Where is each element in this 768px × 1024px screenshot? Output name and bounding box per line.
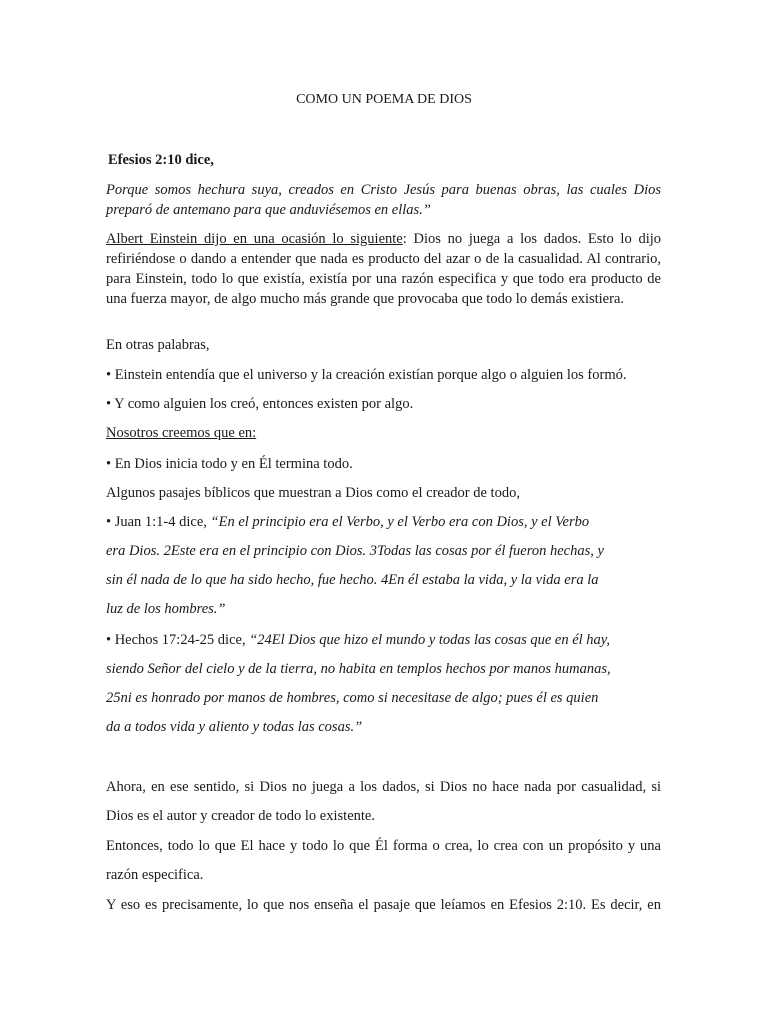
page-title: COMO UN POEMA DE DIOS <box>296 92 472 107</box>
juan-lead: • Juan 1:1-4 dice, <box>106 514 211 530</box>
ahora-line-2: Dios es el autor y creador de todo lo existente. <box>106 808 375 824</box>
bullet-einstein: • Einstein entendía que el universo y la creación existían porque algo o alguien los formó. <box>106 367 627 383</box>
scripture-heading: Efesios 2:10 dice, <box>108 152 214 168</box>
entonces-line-1: Entonces, todo lo que El hace y todo lo que Él forma o crea, lo crea con un propósito y una <box>106 838 661 854</box>
juan-line-2: era Dios. 2Este era en el principio con Dios. 3Todas las cosas por él fueron hechas, y <box>106 543 604 559</box>
hechos-lead: • Hechos 17:24-25 dice, <box>106 632 250 648</box>
einstein-paragraph <box>106 229 661 309</box>
hechos-line-2: siendo Señor del cielo y de la tierra, no habita en templos hechos por manos humanas, <box>106 661 611 677</box>
bullet-dios: • En Dios inicia todo y en Él termina todo. <box>106 456 353 472</box>
hechos-line-4: da a todos vida y aliento y todas las cosas.” <box>106 719 363 735</box>
juan-line-4: luz de los hombres.” <box>106 601 226 617</box>
hechos-line-3: 25ni es honrado por manos de hombres, como si necesitase de algo; pues él es quien <box>106 690 599 706</box>
creemos-heading: Nosotros creemos que en: <box>106 425 257 441</box>
en-otras-palabras: En otras palabras, <box>106 337 210 353</box>
hechos-quote-1: “24El Dios que hizo el mundo y todas las cosas que en él hay, <box>249 632 611 648</box>
pasajes-intro: Algunos pasajes bíblicos que muestran a Dios como el creador de todo, <box>106 485 520 501</box>
y-eso-line: Y eso es precisamente, lo que nos enseña el pasaje que leíamos en Efesios 2:10. Es decir, en <box>106 897 661 913</box>
hechos-line-1 <box>106 632 661 649</box>
bullet-alguien: • Y como alguien los creó, entonces existen por algo. <box>106 396 414 412</box>
einstein-lead: Albert Einstein dijo en una ocasión lo siguiente <box>106 231 403 247</box>
ahora-line-1: Ahora, en ese sentido, si Dios no juega a los dados, si Dios no hace nada por casualidad, si <box>106 779 661 795</box>
juan-line-1 <box>106 514 661 531</box>
einstein-colon: : <box>402 231 407 247</box>
einstein-text: Dios no juega a los dados. Esto lo dijo refiriéndose o dando a entender que nada es producto del azar o de la casualidad. Al contrario, para Einstein, todo lo que existía, existía por una razón especifica y que todo era producto de una fuerza mayor, de algo mucho más grande que provocaba que todo lo demás existiera. <box>106 231 661 307</box>
juan-quote-1: “En el principio era el Verbo, y el Verbo era con Dios, y el Verbo <box>210 514 590 530</box>
entonces-line-2: razón especifica. <box>106 867 204 883</box>
juan-line-3: sin él nada de lo que ha sido hecho, fue hecho. 4En él estaba la vida, y la vida era la <box>106 572 599 588</box>
efesios-verse: Porque somos hechura suya, creados en Cristo Jesús para buenas obras, las cuales Dios preparó de antemano para que anduviésemos en ellas.” <box>106 182 661 218</box>
